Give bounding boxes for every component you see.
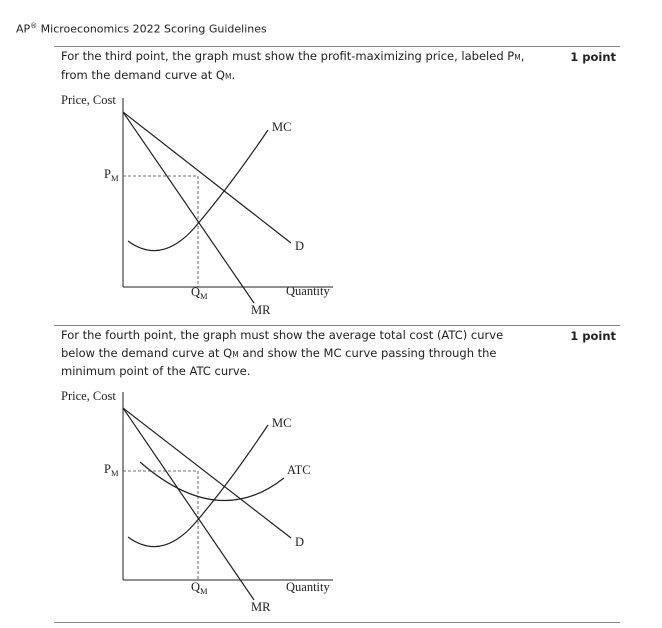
x-axis-label: Quantity bbox=[286, 580, 330, 594]
price-label-pm: $P_M$ bbox=[104, 167, 119, 183]
marginal-revenue-curve bbox=[123, 408, 254, 600]
y-axis-label: Price, Cost bbox=[61, 389, 116, 403]
quantity-label-qm: $Q_M$ bbox=[191, 285, 208, 301]
section-divider bbox=[54, 325, 620, 326]
mc-label: MC bbox=[272, 120, 292, 134]
y-axis-label: Price, Cost bbox=[61, 93, 116, 107]
monopoly-graph-1 bbox=[50, 88, 350, 320]
criterion-text-2: For the fourth point, the graph must show the average total cost (ATC) curve below the demand curve at QM and show the MC curve passing through the minimum point of the ATC curve. bbox=[61, 328, 504, 378]
demand-curve bbox=[123, 112, 291, 243]
mr-label: MR bbox=[251, 303, 271, 317]
criterion-text-1: For the third point, the graph must show the profit-maximizing price, labeled PM, from the demand curve at QM. bbox=[61, 49, 525, 82]
monopoly-atc-graph-2 bbox=[50, 385, 350, 619]
marginal-revenue-curve bbox=[123, 112, 254, 303]
x-axis-label: Quantity bbox=[286, 284, 330, 298]
section-divider bbox=[54, 622, 620, 623]
mc-label: MC bbox=[272, 416, 292, 430]
atc-label: ATC bbox=[287, 463, 311, 477]
page-header: AP® Microeconomics 2022 Scoring Guidelines bbox=[16, 22, 267, 36]
points-label-1: 1 point bbox=[570, 50, 616, 64]
mr-label: MR bbox=[251, 600, 271, 614]
demand-label: D bbox=[295, 535, 305, 549]
demand-label: D bbox=[295, 239, 305, 253]
average-total-cost-curve bbox=[140, 462, 284, 501]
section-divider bbox=[54, 46, 620, 47]
points-label-2: 1 point bbox=[570, 329, 616, 343]
price-label-pm: $P_M$ bbox=[104, 462, 119, 478]
quantity-label-qm: $Q_M$ bbox=[191, 580, 208, 596]
